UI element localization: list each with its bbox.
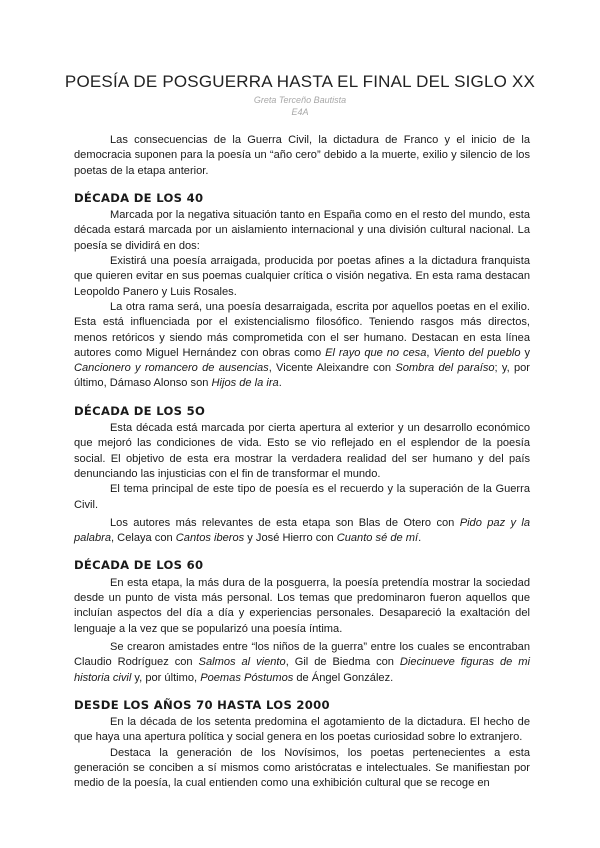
- section-60s-paragraph-2: Se crearon amistades entre “los niños de la guerra” entre los cuales se encontraban Claudio Rodríguez con Salmos al viento, Gil de Biedma con Diecinueve figuras de mi historia civil y, por último, Poemas Póstumos de Ángel González.: [74, 640, 530, 684]
- section-40s-paragraph-2: Existirá una poesía arraigada, producida por poetas afines a la dictadura franquista que quieren evitar en sus poemas cualquier crítica o visión negativa. En esta rama destacan Leopoldo Panero y Luis Rosales.: [74, 255, 530, 298]
- document-body: [74, 133, 530, 792]
- work-title: Sombra del paraíso: [395, 362, 495, 375]
- section-40s-paragraph-3: La otra rama será, una poesía desarraigada, escrita por aquellos poetas en el exilio. Esta está influenciada por el existencialismo filosófico. Teniendo rasgos más directos, menos retóricos y siendo más comprometida con el ser humano. Destacan en esta línea autores como Miguel Hernández con obras como El rayo que no cesa, Viento del pueblo y Cancionero y romancero de ausencias, Vicente Aleixandre con Sombra del paraíso; y, por último, Dámaso Alonso son Hijos de la ira.: [74, 300, 531, 390]
- work-title: Salmos al viento: [198, 656, 286, 669]
- section-heading-70s-2000: DESDE LOS AÑOS 70 HASTA LOS 2000: [74, 697, 330, 712]
- section-heading-60s: DÉCADA DE LOS 60: [74, 558, 204, 573]
- section-heading-40s: DÉCADA DE LOS 40: [74, 190, 204, 205]
- author-name: Greta Terceño Bautista: [253, 95, 347, 105]
- work-title: El rayo que no cesa: [325, 346, 427, 359]
- work-title: Pido paz y la palabra: [74, 516, 530, 545]
- section-heading-50s: DÉCADA DE LOS 5O: [74, 403, 206, 418]
- work-title: Cuanto sé de mí: [336, 532, 419, 545]
- section-70s-paragraph-2: Destaca la generación de los Novísimos, los poetas pertenecientes a esta generación se conciben a sí mismos como aristócratas e intelectuales. Se manifiestan por medio de la poesía, la cual entienden como una exhibición cultural que se recoge en: [74, 746, 530, 790]
- work-title: Cancionero y romancero de ausencias: [74, 362, 269, 375]
- work-title: Hijos de la ira: [211, 377, 279, 390]
- section-50s-paragraph-2: El tema principal de este tipo de poesía es el recuerdo y la superación de la Guerra Civil.: [74, 483, 530, 511]
- work-title: Diecinueve figuras de mi historia civil: [74, 656, 530, 684]
- section-50s-paragraph-1: Esta década está marcada por cierta apertura al exterior y un desarrollo económico que mejoró las condiciones de vida. Esto se vio reflejado en el esplendor de la poesía social. El objetivo de esta era mostrar la verdadera realidad del ser humano y del país denunciando las injusticias con el fin de transformar el mundo.: [74, 422, 530, 480]
- section-50s-paragraph-3: Los autores más relevantes de esta etapa son Blas de Otero con Pido paz y la palabra, Celaya con Cantos iberos y José Hierro con Cuanto sé de mí.: [74, 516, 530, 545]
- work-title: Viento del pueblo: [433, 346, 521, 359]
- work-title: Poemas Póstumos: [200, 671, 294, 684]
- intro-paragraph: Las consecuencias de la Guerra Civil, la dictadura de Franco y el inicio de la democracia suponen para la poesía un “año cero” debido a la muerte, exilio y silencio de los poetas de la etapa anterior.: [74, 134, 530, 177]
- class-label: E4A: [291, 107, 309, 117]
- section-60s-paragraph-1: En esta etapa, la más dura de la posguerra, la poesía pretendía mostrar la sociedad desde un punto de vista más personal. Los temas que predominaron fueron aquellos que incluían aspectos del día a día y experiencias personales. Desapareció la exaltación del lenguaje a la vez que se popularizó una poesía íntima.: [74, 576, 530, 635]
- section-40s-paragraph-1: Marcada por la negativa situación tanto en España como en el resto del mundo, esta década estará marcada por un aislamiento internacional y una división cultural nacional. La poesía se dividirá en dos:: [74, 209, 530, 252]
- work-title: Cantos iberos: [175, 532, 245, 545]
- section-70s-paragraph-1: En la década de los setenta predomina el agotamiento de la dictadura. El hecho de que haya una apertura política y social genera en los poetas curiosidad sobre lo extranjero.: [74, 716, 530, 744]
- document-title: POESÍA DE POSGUERRA HASTA EL FINAL DEL SIGLO XX: [64, 72, 536, 91]
